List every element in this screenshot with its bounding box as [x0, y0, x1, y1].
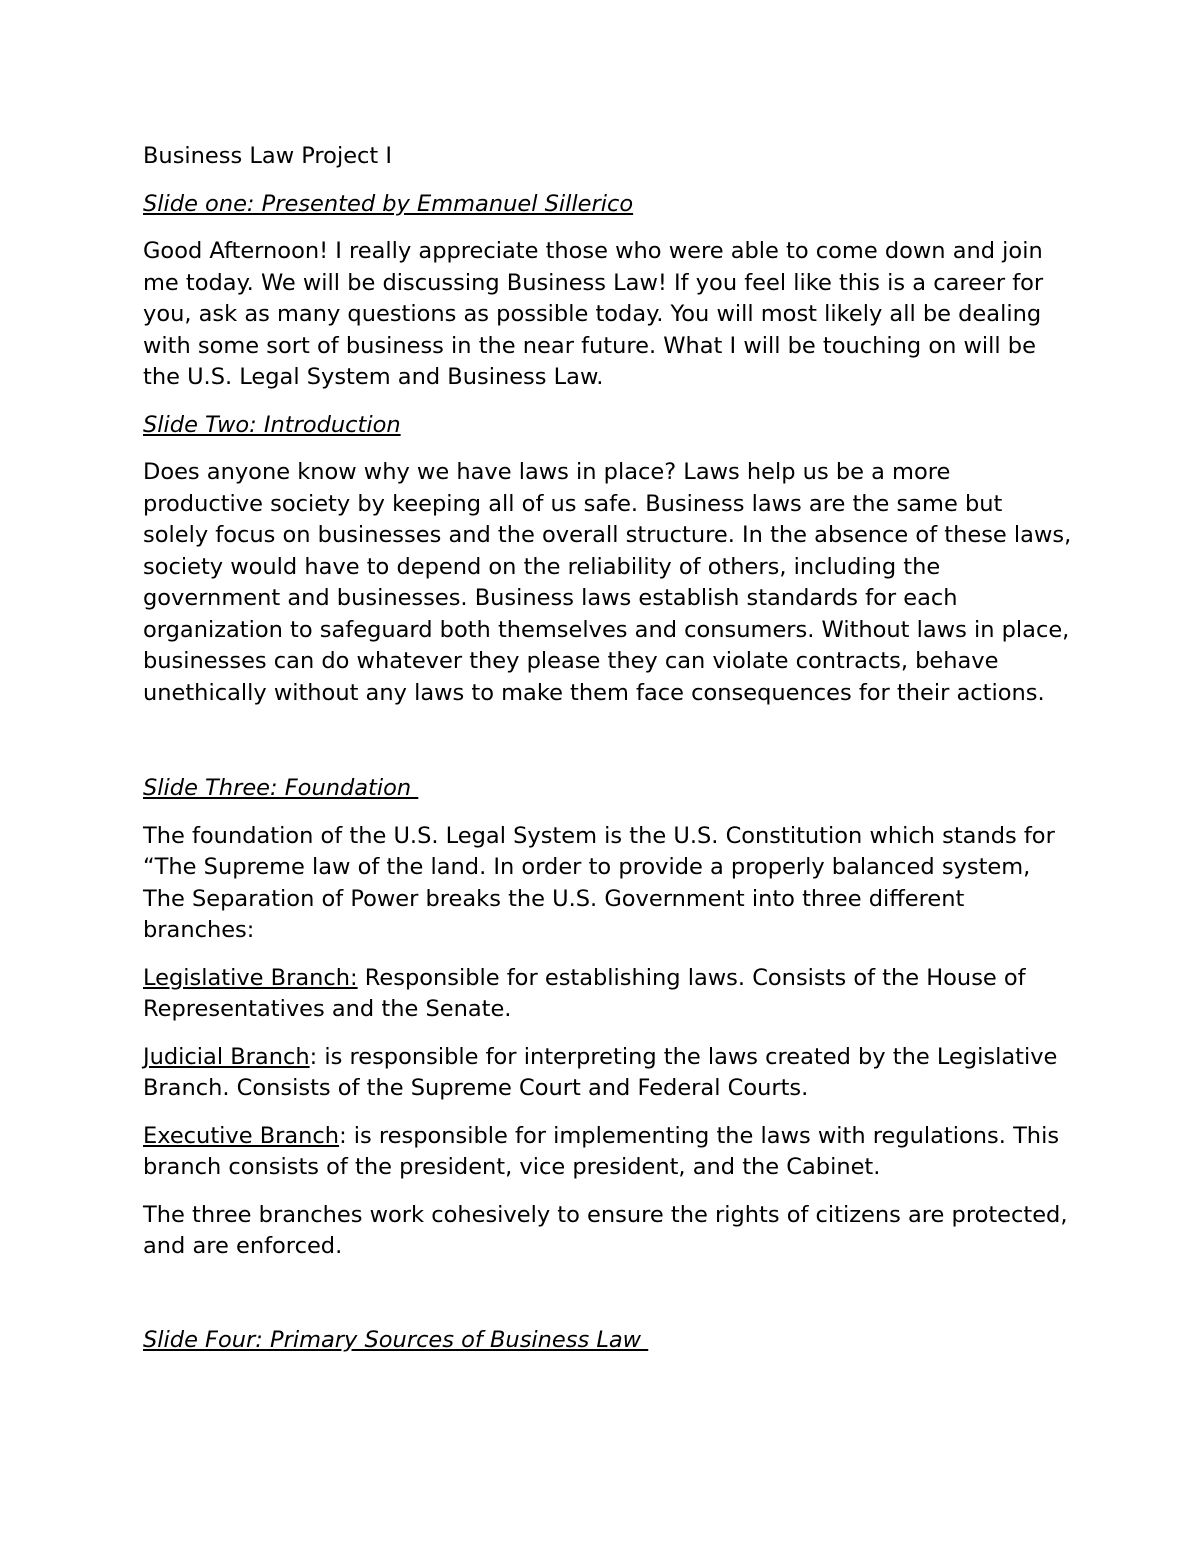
executive-branch-label: Executive Branch: [143, 1122, 340, 1149]
executive-branch-description: : is responsible for implementing the laws with regulations. This branch consists of the president, vice president, and the Cabinet.: [143, 1122, 1060, 1180]
legislative-branch-description: Responsible for establishing laws. Consists of the House of Representatives and the Senate.: [143, 964, 1026, 1022]
slide-three-closing: The three branches work cohesively to ensure the rights of citizens are protected, and are enforced.: [143, 1201, 1068, 1259]
slide-two-paragraph: Does anyone know why we have laws in place? Laws help us be a more productive society by keeping all of us safe. Business laws are the same but solely focus on businesses and the overall structure. In the absence of these laws, society would have to depend on the reliability of others, including the government and businesses. Business laws establish standards for each organization to safeguard both themselves and consumers. Without laws in place, businesses can do whatever they please they can violate contracts, behave unethically without any laws to make them face consequences for their actions.: [143, 459, 1072, 706]
executive-branch-item: [143, 1121, 1073, 1184]
judicial-branch-label: Judicial Branch: [143, 1043, 310, 1070]
slide-three-heading: Slide Three: Foundation: [143, 775, 419, 801]
legislative-branch-item: [143, 963, 1073, 1026]
document-title: Business Law Project I: [143, 143, 393, 169]
slide-four-heading: Slide Four: Primary Sources of Business Law: [143, 1326, 649, 1353]
judicial-branch-item: [143, 1042, 1073, 1105]
slide-two-heading: Slide Two: Introduction: [143, 411, 401, 438]
slide-one-paragraph: Good Afternoon! I really appreciate those who were able to come down and join me today. We will be discussing Business Law! If you feel like this is a career for you, ask as many questions as possible today. You will most likely all be dealing with some sort of business in the near future. What I will be touching on will be the U.S. Legal System and Business Law.: [143, 238, 1044, 390]
slide-three-paragraph: The foundation of the U.S. Legal System is the U.S. Constitution which stands for “The Supreme law of the land. In order to provide a properly balanced system, The Separation of Power breaks the U.S. Government into three different branches:: [143, 822, 1055, 943]
slide-one-heading: Slide one: Presented by Emmanuel Sillerico: [143, 190, 634, 217]
judicial-branch-description: : is responsible for interpreting the laws created by the Legislative Branch. Consists of the Supreme Court and Federal Courts.: [143, 1043, 1058, 1101]
document-body: [143, 141, 1073, 1372]
legislative-branch-label: Legislative Branch:: [143, 964, 358, 991]
